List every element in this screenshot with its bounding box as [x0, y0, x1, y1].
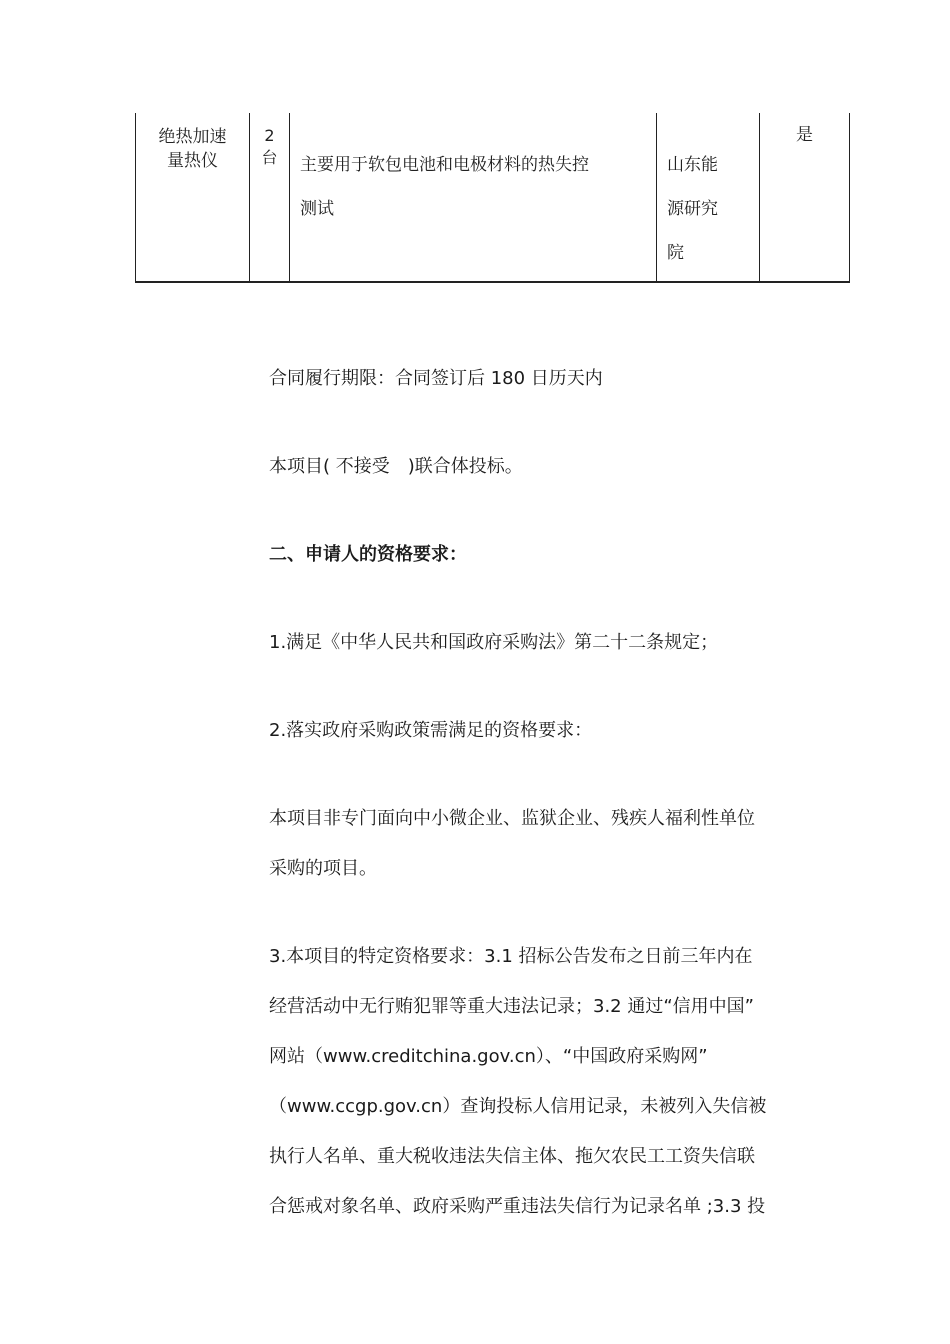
quantity-number: 2 — [264, 126, 275, 145]
consortium-text: 本项目( 不接受 )联合体投标。 — [269, 456, 523, 477]
item-name-line: 量热仪 — [167, 151, 218, 171]
requirement-3-line: 经营活动中无行贿犯罪等重大违法记录；3.2 通过“信用中国” — [269, 996, 754, 1017]
item-name-cell — [136, 113, 250, 282]
organization-line: 山东能 — [667, 155, 718, 175]
requirement-3-line: （www.ccgp.gov.cn）查询投标人信用记录，未被列入失信被 — [269, 1096, 767, 1117]
requirement-2: 2.落实政府采购政策需满足的资格要求： — [269, 720, 593, 741]
organization-cell — [657, 113, 760, 282]
section-heading: 二、申请人的资格要求： — [269, 544, 467, 565]
quantity-cell — [250, 113, 290, 282]
requirement-3-line: 合惩戒对象名单、政府采购严重违法失信行为记录名单 ;3.3 投 — [269, 1196, 766, 1217]
policy-line: 采购的项目。 — [269, 858, 377, 879]
description-cell — [290, 113, 657, 282]
flag-value: 是 — [796, 125, 813, 145]
organization-line: 院 — [667, 243, 684, 263]
policy-line: 本项目非专门面向中小微企业、监狱企业、残疾人福利性单位 — [269, 808, 755, 829]
requirement-1: 1.满足《中华人民共和国政府采购法》第二十二条规定； — [269, 632, 719, 653]
requirement-3-line: 执行人名单、重大税收违法失信主体、拖欠农民工工资失信联 — [269, 1146, 755, 1167]
procurement-item-table — [135, 113, 850, 283]
description-line: 测试 — [300, 199, 334, 219]
table-row — [136, 113, 850, 282]
quantity-unit: 台 — [261, 148, 278, 167]
organization-line: 源研究 — [667, 199, 718, 219]
item-name-line: 绝热加速 — [158, 127, 227, 147]
description-line: 主要用于软包电池和电极材料的热失控 — [300, 155, 589, 175]
contract-period-text: 合同履行期限：合同签订后 180 日历天内 — [269, 368, 603, 389]
flag-cell — [760, 113, 850, 282]
requirement-3-line: 网站（www.creditchina.gov.cn）、“中国政府采购网” — [269, 1046, 708, 1067]
requirement-3-line: 3.本项目的特定资格要求：3.1 招标公告发布之日前三年内在 — [269, 946, 753, 967]
